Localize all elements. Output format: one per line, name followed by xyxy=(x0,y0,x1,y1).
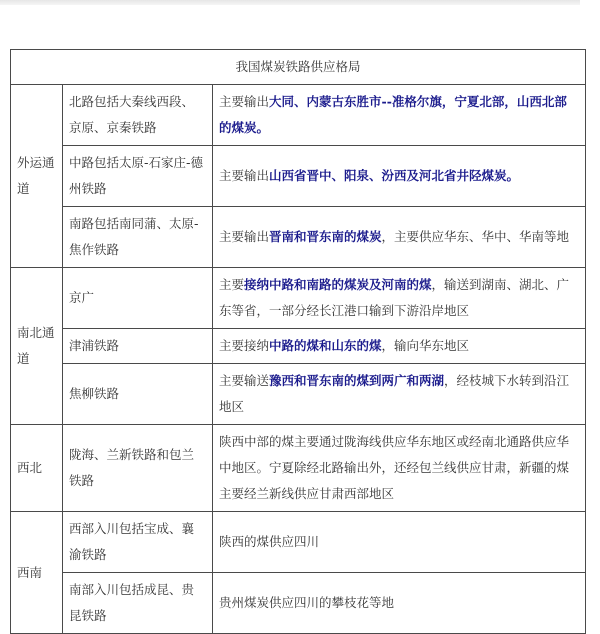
desc-text: ，主要供应华东、华中、华南等地 xyxy=(381,229,570,244)
route-cell: 北路包括大秦线西段、京原、京秦铁路 xyxy=(63,85,213,146)
route-cell: 南路包括南同蒲、太原-焦作铁路 xyxy=(63,207,213,268)
desc-cell xyxy=(213,573,586,634)
desc-text: 主要输出 xyxy=(219,168,270,183)
table-row xyxy=(11,329,586,364)
desc-cell xyxy=(213,425,586,512)
desc-cell xyxy=(213,512,586,573)
desc-text: ，经枝城下水转到沿江地区 xyxy=(219,373,570,414)
desc-text: ，输送到湖南、湖北、广东等省，一部分经长江港口输到下游沿岸地区 xyxy=(219,277,570,318)
route-cell: 南部入川包括成昆、贵昆铁路 xyxy=(63,573,213,634)
region-cell: 西北 xyxy=(11,425,63,512)
table-title: 我国煤炭铁路供应格局 xyxy=(11,50,586,85)
region-cell: 南北通道 xyxy=(11,268,63,425)
desc-cell xyxy=(213,268,586,329)
desc-cell xyxy=(213,329,586,364)
desc-text: 主要接纳 xyxy=(219,338,270,353)
highlight-text: 中路的煤和山东的煤 xyxy=(269,338,382,353)
highlight-text: 豫西和晋东南的煤到两广和两湖 xyxy=(269,373,445,388)
top-divider xyxy=(0,0,580,5)
desc-text: 陕西的煤供应四川 xyxy=(219,534,320,549)
route-cell: 陇海、兰新铁路和包兰铁路 xyxy=(63,425,213,512)
table-row xyxy=(11,85,586,146)
desc-text: 主要输出 xyxy=(219,94,270,109)
desc-cell xyxy=(213,207,586,268)
route-cell: 中路包括太原-石家庄-德州铁路 xyxy=(63,146,213,207)
desc-text: 贵州煤炭供应四川的攀枝花等地 xyxy=(219,595,395,610)
highlight-text: 晋南和晋东南的煤炭 xyxy=(269,229,382,244)
table-row xyxy=(11,207,586,268)
desc-text: 主要 xyxy=(219,277,245,292)
route-cell: 京广 xyxy=(63,268,213,329)
highlight-text: 大同、内蒙古东胜市--准格尔旗，宁夏北部，山西北部的煤炭。 xyxy=(219,94,567,135)
desc-text: 主要输出 xyxy=(219,229,270,244)
table-row xyxy=(11,364,586,425)
region-cell: 西南 xyxy=(11,512,63,634)
table-row xyxy=(11,425,586,512)
route-cell: 焦柳铁路 xyxy=(63,364,213,425)
table-row xyxy=(11,573,586,634)
region-cell: 外运通道 xyxy=(11,85,63,268)
desc-cell xyxy=(213,146,586,207)
desc-text: ，输向华东地区 xyxy=(381,338,470,353)
table-row xyxy=(11,512,586,573)
table-title-row xyxy=(11,50,586,85)
coal-railway-table xyxy=(10,49,586,634)
highlight-text: 接纳中路和南路的煤炭及河南的煤 xyxy=(244,277,432,292)
route-cell: 津浦铁路 xyxy=(63,329,213,364)
desc-cell xyxy=(213,85,586,146)
route-cell: 西部入川包括宝成、襄渝铁路 xyxy=(63,512,213,573)
table-row xyxy=(11,146,586,207)
desc-text: 主要输送 xyxy=(219,373,270,388)
desc-cell xyxy=(213,364,586,425)
table-row xyxy=(11,268,586,329)
highlight-text: 山西省晋中、阳泉、汾西及河北省井陉煤炭。 xyxy=(269,168,520,183)
desc-text: 陕西中部的煤主要通过陇海线供应华东地区或经南北通路供应华中地区。宁夏除经北路输出外，还经包兰线供应甘肃，新疆的煤主要经兰新线供应甘肃西部地区 xyxy=(219,434,570,501)
